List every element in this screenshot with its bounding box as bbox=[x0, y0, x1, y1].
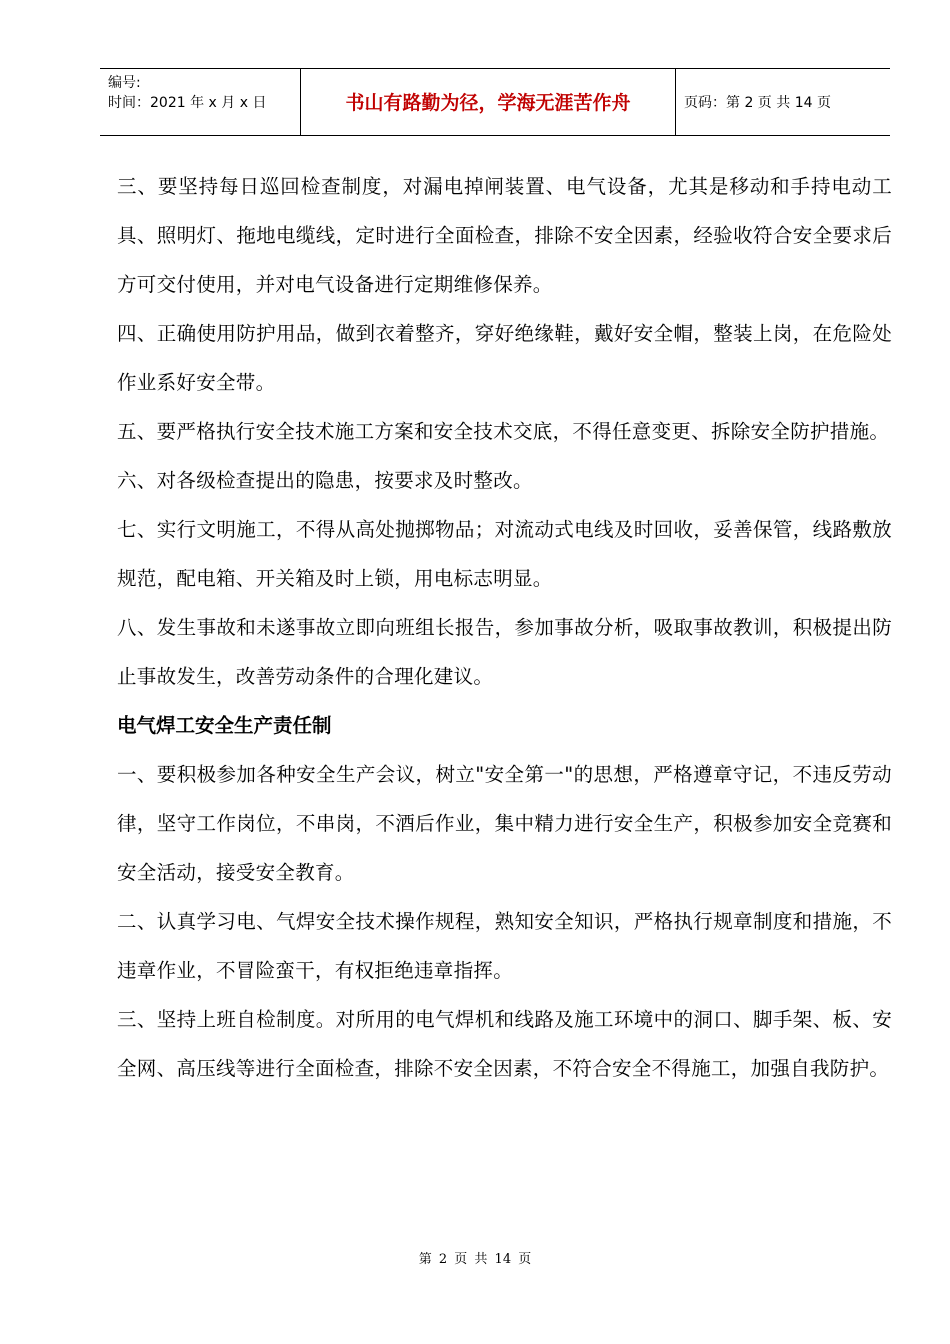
paragraph-rule-3: 三、要坚持每日巡回检查制度，对漏电掉闸装置、电气设备，尤其是移动和手持电动工具、照明灯、拖地电缆线，定时进行全面检查，排除不安全因素，经验收符合安全要求后方可交付使用，并对电气设备进行定期维修保养。 bbox=[117, 175, 892, 296]
page-header bbox=[100, 68, 890, 136]
header-motto: 书山有路勤为径，学海无涯苦作舟 bbox=[301, 69, 676, 135]
section-paragraph-1: 一、要积极参加各种安全生产会议，树立"安全第一"的思想，严格遵章守记，不违反劳动律，坚守工作岗位，不串岗，不酒后作业，集中精力进行安全生产，积极参加安全竞赛和安全活动，接受安全教育。 bbox=[117, 763, 892, 884]
document-number-label: 编号: bbox=[108, 75, 141, 91]
section-paragraph-2: 二、认真学习电、气焊安全技术操作规程，熟知安全知识，严格执行规章制度和措施，不违章作业，不冒险蛮干，有权拒绝违章指挥。 bbox=[117, 910, 892, 982]
paragraph-rule-4: 四、正确使用防护用品，做到衣着整齐，穿好绝缘鞋，戴好安全帽，整装上岗，在危险处作业系好安全带。 bbox=[117, 322, 892, 394]
paragraph-rule-5: 五、要严格执行安全技术施工方案和安全技术交底，不得任意变更、拆除安全防护措施。 bbox=[117, 420, 890, 443]
header-meta-cell bbox=[100, 69, 301, 135]
document-body bbox=[117, 162, 892, 1093]
paragraph-rule-6: 六、对各级检查提出的隐患，按要求及时整改。 bbox=[117, 469, 533, 492]
paragraph-rule-8: 八、发生事故和未遂事故立即向班组长报告，参加事故分析，吸取事故教训，积极提出防止事故发生，改善劳动条件的合理化建议。 bbox=[117, 616, 892, 688]
section-heading: 电气焊工安全生产责任制 bbox=[117, 714, 332, 737]
header-page-info: 页码：第 2 页 共 14 页 bbox=[684, 95, 831, 111]
paragraph-rule-7: 七、实行文明施工，不得从高处抛掷物品；对流动式电线及时回收，妥善保管，线路敷放规范，配电箱、开关箱及时上锁，用电标志明显。 bbox=[117, 518, 892, 590]
page-footer: 第 2 页 共 14 页 bbox=[418, 1252, 532, 1267]
section-paragraph-3: 三、坚持上班自检制度。对所用的电气焊机和线路及施工环境中的洞口、脚手架、板、安全网、高压线等进行全面检查，排除不安全因素，不符合安全不得施工，加强自我防护。 bbox=[117, 1008, 892, 1080]
document-date: 时间：2021 年 x 月 x 日 bbox=[108, 95, 267, 111]
